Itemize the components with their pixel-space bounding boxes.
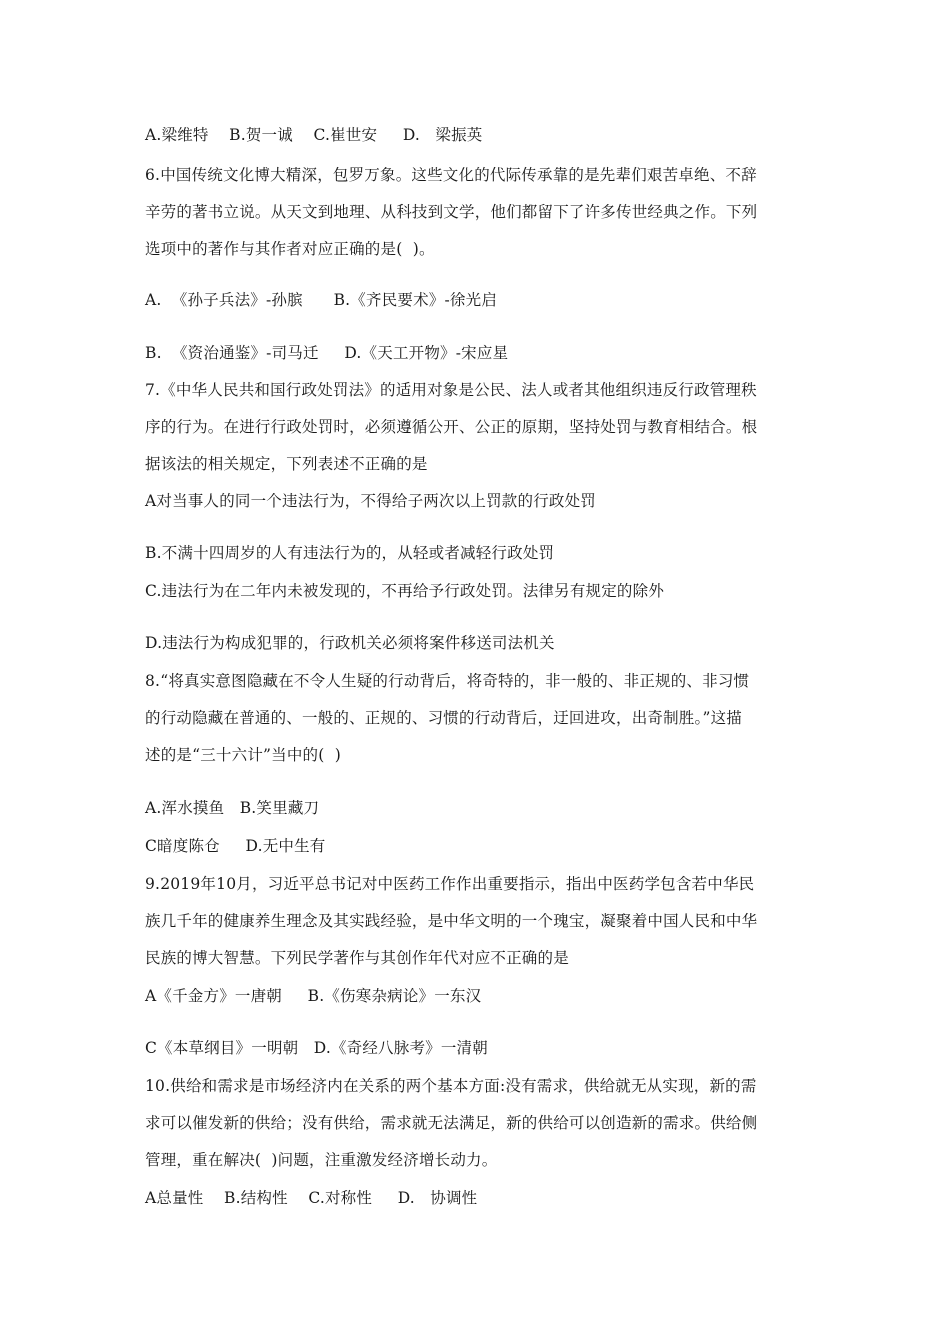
- q8-options-cd: C暗度陈仓 D.无中生有: [145, 837, 326, 855]
- q9-options-cd: C《本草纲目》一明朝 D.《奇经八脉考》一清朝: [145, 1039, 488, 1057]
- q7-stem-line-3: 据该法的相关规定，下列表述不正确的是: [145, 455, 428, 473]
- q9-stem-line-1: 9.2019年10月，习近平总书记对中医药工作作出重要指示，指出中医药学包含若中华民: [145, 875, 755, 893]
- q8-stem-line-1: 8.“将真实意图隐藏在不令人生疑的行动背后，将奇特的，非一般的、非正规的、非习惯: [145, 672, 750, 690]
- q5-options: A.梁维特 B.贺一诚 C.崔世安 D. 梁振英: [145, 126, 483, 144]
- q9-options-ab: A《千金方》一唐朝 B.《伤寒杂病论》一东汉: [145, 987, 482, 1005]
- q6-stem-line-3: 选项中的著作与其作者对应正确的是( )。: [145, 240, 435, 258]
- q6-stem-line-1: 6.中国传统文化博大精深，包罗万象。这些文化的代际传承靠的是先辈们艰苦卓绝、不辞: [145, 166, 757, 184]
- q9-stem-line-3: 民族的博大智慧。下列民学著作与其创作年代对应不正确的是: [145, 949, 569, 967]
- q10-stem-line-1: 10.供给和需求是市场经济内在关系的两个基本方面:没有需求，供给就无从实现，新的需: [145, 1077, 757, 1095]
- q7-option-d: D.违法行为构成犯罪的，行政机关必须将案件移送司法机关: [145, 634, 555, 652]
- q7-option-c: C.违法行为在二年内未被发现的，不再给予行政处罚。法律另有规定的除外: [145, 582, 665, 600]
- q8-stem-line-3: 述的是“三十六计”当中的( ): [145, 746, 341, 764]
- q10-stem-line-3: 管理，重在解决( )问题，注重激发经济增长动力。: [145, 1151, 498, 1169]
- q10-stem-line-2: 求可以催发新的供给；没有供给，需求就无法满足，新的供给可以创造新的需求。供给侧: [145, 1114, 758, 1132]
- q7-stem-line-2: 序的行为。在进行行政处罚时，必须遵循公开、公正的原期，坚持处罚与教育相结合。根: [145, 418, 758, 436]
- q7-stem-line-1: 7.《中华人民共和国行政处罚法》的适用对象是公民、法人或者其他组织违反行政管理秩: [145, 381, 757, 399]
- q8-options-ab: A.浑水摸鱼 B.笑里藏刀: [145, 799, 320, 817]
- q9-stem-line-2: 族几千年的健康养生理念及其实践经验，是中华文明的一个瑰宝，凝聚着中国人民和中华: [145, 912, 758, 930]
- q8-stem-line-2: 的行动隐藏在普通的、一般的、正规的、习惯的行动背后，迂回进攻，出奇制胜。”这描: [145, 709, 742, 727]
- q10-options: A总量性 B.结构性 C.对称性 D. 协调性: [145, 1189, 478, 1207]
- q6-stem-line-2: 辛劳的著书立说。从天文到地理、从科技到文学，他们都留下了许多传世经典之作。下列: [145, 203, 758, 221]
- q6-options-cd: B. 《资治通鉴》-司马迁 D.《天工开物》-宋应星: [145, 344, 509, 362]
- q7-option-b: B.不满十四周岁的人有违法行为的，从轻或者减轻行政处罚: [145, 544, 555, 562]
- q7-option-a: A对当事人的同一个违法行为，不得给子两次以上罚款的行政处罚: [145, 492, 596, 510]
- q6-options-ab: A. 《孙子兵法》-孙膑 B.《齐民要术》-徐光启: [145, 291, 498, 309]
